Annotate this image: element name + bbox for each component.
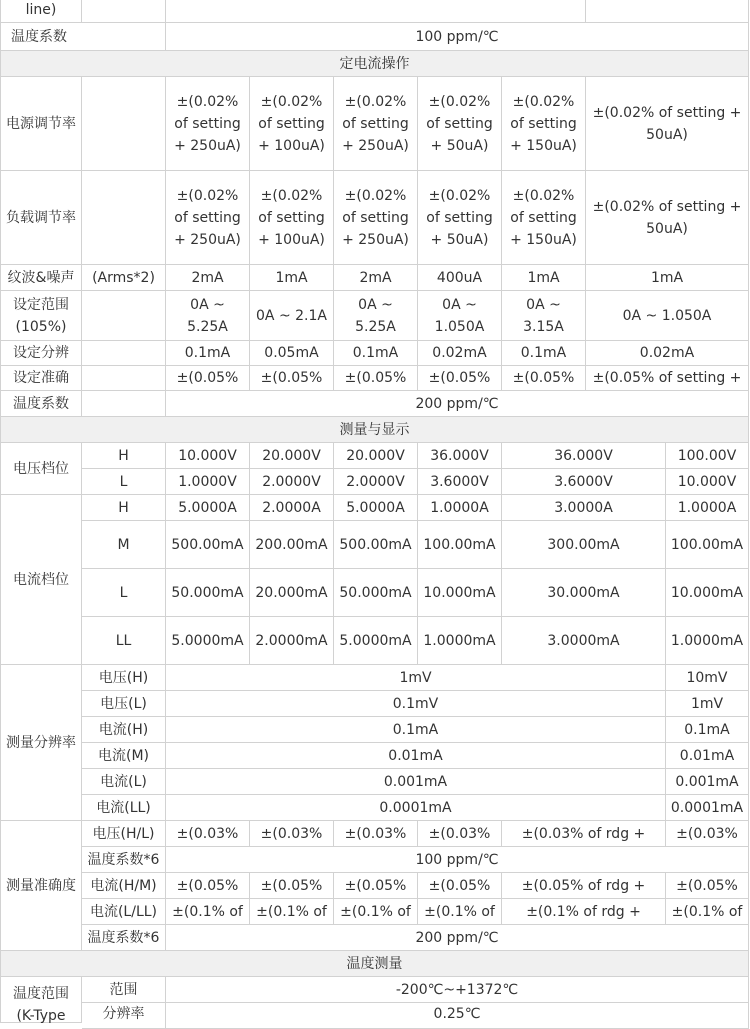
section-header-cc: 定电流操作 bbox=[0, 51, 749, 77]
value-temp-coef: 100 ppm/℃ bbox=[166, 23, 749, 51]
ir-h-6: 1.0000A bbox=[666, 495, 749, 521]
vr-l-2: 2.0000V bbox=[250, 469, 334, 495]
ir-h-1: 5.0000A bbox=[166, 495, 250, 521]
acc-ill-3: ±(0.1% of bbox=[334, 899, 418, 925]
vr-h-1: 10.000V bbox=[166, 443, 250, 469]
res-im-b: 0.01mA bbox=[666, 743, 749, 769]
acc-v-6: ±(0.03% bbox=[666, 821, 749, 847]
acc-ihm-5: ±(0.05% of rdg + bbox=[502, 873, 666, 899]
sub-temp-res: 分辨率 bbox=[82, 1003, 166, 1029]
sub-res-ill: 电流(LL) bbox=[82, 795, 166, 821]
source-reg-4: ±(0.02% of setting + 50uA) bbox=[418, 77, 502, 171]
ripple-1: 2mA bbox=[166, 265, 250, 291]
vr-l-1: 1.0000V bbox=[166, 469, 250, 495]
ir-h-5: 3.0000A bbox=[502, 495, 666, 521]
acc-tc1-value: 100 ppm/℃ bbox=[166, 847, 749, 873]
label-voltage-range: 电压档位 bbox=[0, 443, 82, 495]
res-il-b: 0.001mA bbox=[666, 769, 749, 795]
blank-cell bbox=[82, 0, 166, 23]
sub-v-h: H bbox=[82, 443, 166, 469]
acc-ihm-6: ±(0.05% bbox=[666, 873, 749, 899]
value-temp-range: -200℃~+1372℃ bbox=[166, 977, 749, 1003]
res-vl-b: 1mV bbox=[666, 691, 749, 717]
label-meas-accuracy: 测量准确度 bbox=[0, 821, 82, 951]
sub-acc-ill: 电流(L/LL) bbox=[82, 899, 166, 925]
label-temp-coef: 温度系数 bbox=[0, 23, 166, 51]
set-acc-6: ±(0.05% of setting + bbox=[586, 366, 749, 391]
label-meas-resolution: 测量分辨率 bbox=[0, 665, 82, 821]
ir-l-6: 10.000mA bbox=[666, 569, 749, 617]
res-ill-a: 0.0001mA bbox=[166, 795, 666, 821]
ir-h-3: 5.0000A bbox=[334, 495, 418, 521]
set-range-5: 0A ~ 3.15A bbox=[502, 291, 586, 341]
ir-m-2: 200.00mA bbox=[250, 521, 334, 569]
acc-ihm-2: ±(0.05% bbox=[250, 873, 334, 899]
blank-cell bbox=[82, 341, 166, 366]
set-acc-4: ±(0.05% bbox=[418, 366, 502, 391]
vr-h-3: 20.000V bbox=[334, 443, 418, 469]
label-current-range: 电流档位 bbox=[0, 495, 82, 665]
set-acc-3: ±(0.05% bbox=[334, 366, 418, 391]
set-acc-5: ±(0.05% bbox=[502, 366, 586, 391]
label-set-resolution: 设定分辨 bbox=[0, 341, 82, 366]
source-reg-6: ±(0.02% of setting + 50uA) bbox=[586, 77, 749, 171]
load-reg-2: ±(0.02% of setting + 100uA) bbox=[250, 171, 334, 265]
blank-cell bbox=[82, 171, 166, 265]
value-temp-res: 0.25℃ bbox=[166, 1003, 749, 1029]
sub-acc-ihm: 电流(H/M) bbox=[82, 873, 166, 899]
sub-res-il: 电流(L) bbox=[82, 769, 166, 795]
blank-cell bbox=[82, 366, 166, 391]
acc-tc2-value: 200 ppm/℃ bbox=[166, 925, 749, 951]
label-ripple: 纹波&噪声 bbox=[0, 265, 82, 291]
acc-v-2: ±(0.03% bbox=[250, 821, 334, 847]
sub-i-h: H bbox=[82, 495, 166, 521]
load-reg-3: ±(0.02% of setting + 250uA) bbox=[334, 171, 418, 265]
acc-v-1: ±(0.03% bbox=[166, 821, 250, 847]
vr-l-5: 3.6000V bbox=[502, 469, 666, 495]
vr-l-6: 10.000V bbox=[666, 469, 749, 495]
ir-m-5: 300.00mA bbox=[502, 521, 666, 569]
acc-ill-6: ±(0.1% of bbox=[666, 899, 749, 925]
sub-acc-tc2: 温度系数*6 bbox=[82, 925, 166, 951]
res-vh-b: 10mV bbox=[666, 665, 749, 691]
set-res-2: 0.05mA bbox=[250, 341, 334, 366]
res-ill-b: 0.0001mA bbox=[666, 795, 749, 821]
source-reg-5: ±(0.02% of setting + 150uA) bbox=[502, 77, 586, 171]
vr-h-4: 36.000V bbox=[418, 443, 502, 469]
ir-l-2: 20.000mA bbox=[250, 569, 334, 617]
res-ih-b: 0.1mA bbox=[666, 717, 749, 743]
sub-i-m: M bbox=[82, 521, 166, 569]
acc-v-4: ±(0.03% bbox=[418, 821, 502, 847]
set-acc-2: ±(0.05% bbox=[250, 366, 334, 391]
set-res-1: 0.1mA bbox=[166, 341, 250, 366]
vr-h-5: 36.000V bbox=[502, 443, 666, 469]
acc-ihm-1: ±(0.05% bbox=[166, 873, 250, 899]
section-header-temp: 温度测量 bbox=[0, 951, 749, 977]
load-reg-5: ±(0.02% of setting + 150uA) bbox=[502, 171, 586, 265]
label-line-cont: line) bbox=[0, 0, 82, 23]
label-set-accuracy: 设定准确 bbox=[0, 366, 82, 391]
set-res-5: 0.1mA bbox=[502, 341, 586, 366]
sub-temp-range: 范围 bbox=[82, 977, 166, 1003]
ir-h-4: 1.0000A bbox=[418, 495, 502, 521]
sub-res-ih: 电流(H) bbox=[82, 717, 166, 743]
label-cc-temp-coef: 温度系数 bbox=[0, 391, 82, 417]
source-reg-1: ±(0.02% of setting + 250uA) bbox=[166, 77, 250, 171]
ir-l-4: 10.000mA bbox=[418, 569, 502, 617]
acc-ill-1: ±(0.1% of bbox=[166, 899, 250, 925]
ripple-3: 2mA bbox=[334, 265, 418, 291]
ripple-4: 400uA bbox=[418, 265, 502, 291]
acc-v-5: ±(0.03% of rdg + bbox=[502, 821, 666, 847]
ir-l-1: 50.000mA bbox=[166, 569, 250, 617]
sub-i-l: L bbox=[82, 569, 166, 617]
load-reg-4: ±(0.02% of setting + 50uA) bbox=[418, 171, 502, 265]
ripple-unit: (Arms*2) bbox=[82, 265, 166, 291]
sub-res-im: 电流(M) bbox=[82, 743, 166, 769]
acc-ihm-3: ±(0.05% bbox=[334, 873, 418, 899]
sub-res-vh: 电压(H) bbox=[82, 665, 166, 691]
set-res-6: 0.02mA bbox=[586, 341, 749, 366]
vr-h-6: 100.00V bbox=[666, 443, 749, 469]
ir-ll-4: 1.0000mA bbox=[418, 617, 502, 665]
acc-ill-4: ±(0.1% of bbox=[418, 899, 502, 925]
res-vh-a: 1mV bbox=[166, 665, 666, 691]
load-reg-1: ±(0.02% of setting + 250uA) bbox=[166, 171, 250, 265]
set-range-4: 0A ~ 1.050A bbox=[418, 291, 502, 341]
set-acc-1: ±(0.05% bbox=[166, 366, 250, 391]
set-res-3: 0.1mA bbox=[334, 341, 418, 366]
ir-m-3: 500.00mA bbox=[334, 521, 418, 569]
load-reg-6: ±(0.02% of setting + 50uA) bbox=[586, 171, 749, 265]
ir-m-4: 100.00mA bbox=[418, 521, 502, 569]
value-cc-temp-coef: 200 ppm/℃ bbox=[166, 391, 749, 417]
source-reg-2: ±(0.02% of setting + 100uA) bbox=[250, 77, 334, 171]
ir-ll-5: 3.0000mA bbox=[502, 617, 666, 665]
res-vl-a: 0.1mV bbox=[166, 691, 666, 717]
acc-ihm-4: ±(0.05% bbox=[418, 873, 502, 899]
blank-cell bbox=[82, 391, 166, 417]
blank-cell bbox=[586, 0, 749, 23]
set-res-4: 0.02mA bbox=[418, 341, 502, 366]
label-load-reg: 负载调节率 bbox=[0, 171, 82, 265]
set-range-2: 0A ~ 2.1A bbox=[250, 291, 334, 341]
ir-h-2: 2.0000A bbox=[250, 495, 334, 521]
sub-i-ll: LL bbox=[82, 617, 166, 665]
sub-res-vl: 电压(L) bbox=[82, 691, 166, 717]
res-il-a: 0.001mA bbox=[166, 769, 666, 795]
set-range-6: 0A ~ 1.050A bbox=[586, 291, 749, 341]
sub-acc-v: 电压(H/L) bbox=[82, 821, 166, 847]
blank-cell bbox=[166, 0, 586, 23]
ir-ll-1: 5.0000mA bbox=[166, 617, 250, 665]
label-temp-range: 温度范围 (K-Type bbox=[0, 977, 82, 1023]
res-im-a: 0.01mA bbox=[166, 743, 666, 769]
source-reg-3: ±(0.02% of setting + 250uA) bbox=[334, 77, 418, 171]
ir-ll-3: 5.0000mA bbox=[334, 617, 418, 665]
label-set-range: 设定范围 (105%) bbox=[0, 291, 82, 341]
acc-ill-2: ±(0.1% of bbox=[250, 899, 334, 925]
ir-l-3: 50.000mA bbox=[334, 569, 418, 617]
ripple-2: 1mA bbox=[250, 265, 334, 291]
res-ih-a: 0.1mA bbox=[166, 717, 666, 743]
ir-l-5: 30.000mA bbox=[502, 569, 666, 617]
vr-l-4: 3.6000V bbox=[418, 469, 502, 495]
ir-ll-2: 2.0000mA bbox=[250, 617, 334, 665]
section-header-meas: 测量与显示 bbox=[0, 417, 749, 443]
vr-l-3: 2.0000V bbox=[334, 469, 418, 495]
sub-acc-tc1: 温度系数*6 bbox=[82, 847, 166, 873]
set-range-3: 0A ~ 5.25A bbox=[334, 291, 418, 341]
acc-v-3: ±(0.03% bbox=[334, 821, 418, 847]
sub-v-l: L bbox=[82, 469, 166, 495]
blank-cell bbox=[82, 77, 166, 171]
ripple-5: 1mA bbox=[502, 265, 586, 291]
set-range-1: 0A ~ 5.25A bbox=[166, 291, 250, 341]
label-source-reg: 电源调节率 bbox=[0, 77, 82, 171]
ripple-6: 1mA bbox=[586, 265, 749, 291]
ir-m-6: 100.00mA bbox=[666, 521, 749, 569]
ir-m-1: 500.00mA bbox=[166, 521, 250, 569]
acc-ill-5: ±(0.1% of rdg + bbox=[502, 899, 666, 925]
vr-h-2: 20.000V bbox=[250, 443, 334, 469]
blank-cell bbox=[82, 291, 166, 341]
ir-ll-6: 1.0000mA bbox=[666, 617, 749, 665]
